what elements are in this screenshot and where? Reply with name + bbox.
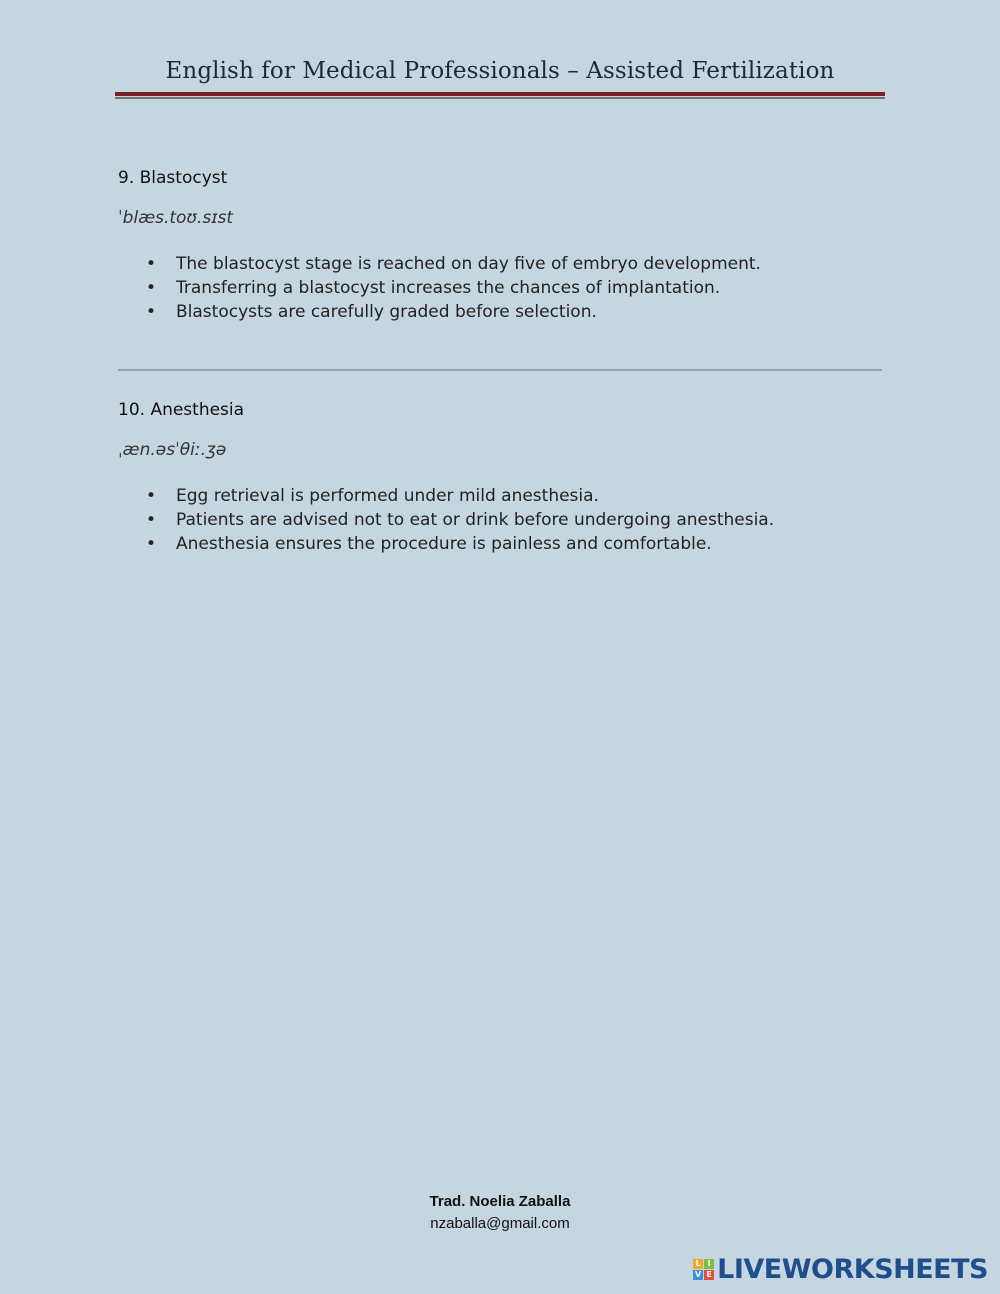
logo-block: L — [693, 1259, 703, 1269]
example-text: Anesthesia ensures the procedure is painless and comfortable. — [176, 534, 712, 554]
footer-translator-name: Trad. Noelia Zaballa — [429, 1193, 571, 1210]
term-phonetic: ˌæn.əsˈθiː.ʒə — [118, 440, 227, 460]
logo-block: I — [704, 1259, 714, 1269]
example-item — [118, 484, 882, 508]
bullet-icon: • — [146, 510, 157, 530]
logo-block: E — [704, 1270, 714, 1280]
example-text: Transferring a blastocyst increases the chances of implantation. — [176, 278, 721, 298]
footer-email: nzaballa@gmail.com — [430, 1215, 570, 1232]
term-section-anesthesia — [118, 400, 882, 556]
example-text: Blastocysts are carefully graded before selection. — [176, 302, 597, 322]
example-item — [118, 508, 882, 532]
logo-block: V — [695, 1270, 702, 1279]
term-title: 10. Anesthesia — [118, 400, 245, 420]
liveworksheets-logo[interactable] — [693, 1254, 988, 1285]
logo-blocks-icon — [693, 1259, 714, 1280]
term-title: 9. Blastocyst — [118, 168, 228, 188]
header-rule-secondary — [115, 97, 885, 99]
bullet-icon: • — [146, 534, 157, 554]
term-section-blastocyst — [118, 168, 882, 324]
example-text: The blastocyst stage is reached on day five of embryo development. — [176, 254, 761, 274]
example-item — [118, 252, 882, 276]
bullet-icon: • — [146, 302, 157, 322]
example-text: Egg retrieval is performed under mild anesthesia. — [176, 486, 599, 506]
example-list — [118, 252, 882, 324]
bullet-icon: • — [146, 278, 157, 298]
page-header-title: English for Medical Professionals – Assisted Fertilization — [165, 58, 835, 84]
example-item — [118, 532, 882, 556]
term-phonetic: ˈblæs.toʊ.sɪst — [118, 208, 234, 228]
section-divider — [118, 369, 882, 371]
example-item — [118, 300, 882, 324]
bullet-icon: • — [146, 486, 157, 506]
logo-text: LIVEWORKSHEETS — [717, 1254, 988, 1285]
header-rule — [115, 92, 885, 96]
bullet-icon: • — [146, 254, 157, 274]
example-item — [118, 276, 882, 300]
example-list — [118, 484, 882, 556]
example-text: Patients are advised not to eat or drink before undergoing anesthesia. — [176, 510, 775, 530]
